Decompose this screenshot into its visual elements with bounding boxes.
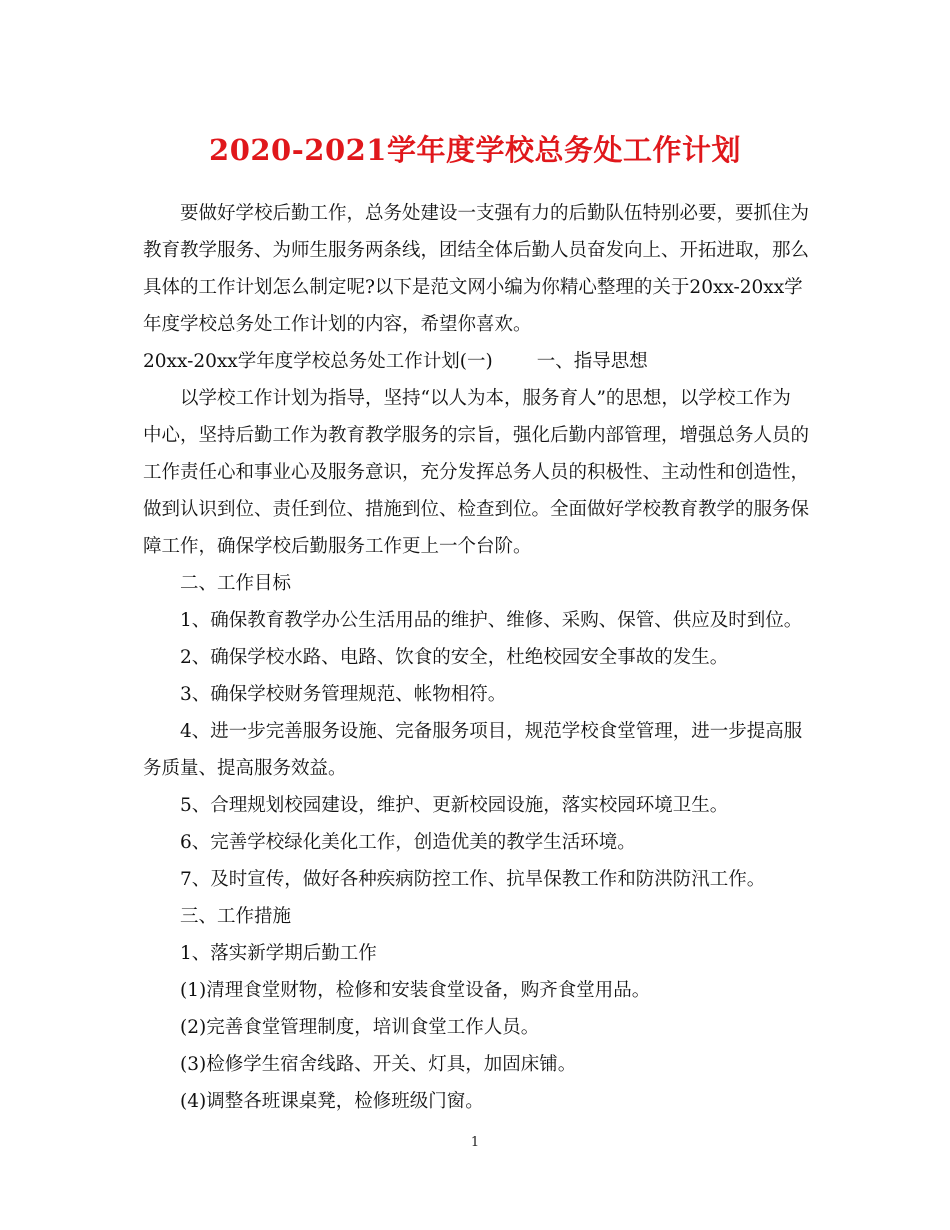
goals-heading: 二、工作目标 [180,573,292,594]
goal-item: 2、确保学校水路、电路、饮食的安全，杜绝校园安全事故的发生。 [180,647,729,668]
section-heading: 20xx-20xx学年度学校总务处工作计划(一) [143,351,493,372]
measure-item: (2)完善食堂管理制度，培训食堂工作人员。 [180,1017,540,1038]
document-title: 2020-2021学年度学校总务处工作计划 [209,133,741,167]
goal-item: 4、进一步完善服务设施、完备服务项目，规范学校食堂管理，进一步提高服务质量、提高服务效益。 [143,721,803,779]
measure-item: (1)清理食堂财物，检修和安装食堂设备，购齐食堂用品。 [180,980,651,1001]
guide-paragraph: 以学校工作计划为指导，坚持“以人为本，服务育人”的思想，以学校工作为中心，坚持后勤工作为教育教学服务的宗旨，强化后勤内部管理，增强总务人员的工作责任心和事业心及服务意识，充分发挥总务人员的积极性、主动性和创造性，做到认识到位、责任到位、措施到位、检查到位。全面做好学校教育教学的服务保障工作，确保学校后勤服务工作更上一个台阶。 [143,388,810,557]
measure-1-heading: 1、落实新学期后勤工作 [180,943,377,964]
goal-item: 1、确保教育教学办公生活用品的维护、维修、采购、保管、供应及时到位。 [180,610,803,631]
measure-item: (4)调整各班课桌凳，检修班级门窗。 [180,1091,484,1112]
measure-item: (3)检修学生宿舍线路、开关、灯具，加固床铺。 [180,1054,577,1075]
document-body [143,195,809,1120]
intro-paragraph: 要做好学校后勤工作，总务处建设一支强有力的后勤队伍特别必要，要抓住为教育教学服务、为师生服务两条线，团结全体后勤人员奋发向上、开拓进取，那么具体的工作计划怎么制定呢?以下是范文网小编为你精心整理的关于20xx-20xx学年度学校总务处工作计划的内容，希望你喜欢。 [143,203,810,335]
page-number: 1 [470,1135,480,1150]
section-heading-line [143,343,809,380]
goal-item: 3、确保学校财务管理规范、帐物相符。 [180,684,507,705]
measures-heading: 三、工作措施 [180,906,292,927]
guide-heading: 一、指导思想 [536,351,648,372]
goal-item: 7、及时宣传，做好各种疾病防控工作、抗旱保教工作和防洪防汛工作。 [180,869,766,890]
goal-item: 5、合理规划校园建设，维护、更新校园设施，落实校园环境卫生。 [180,795,729,816]
goal-item: 6、完善学校绿化美化工作，创造优美的教学生活环境。 [180,832,636,853]
